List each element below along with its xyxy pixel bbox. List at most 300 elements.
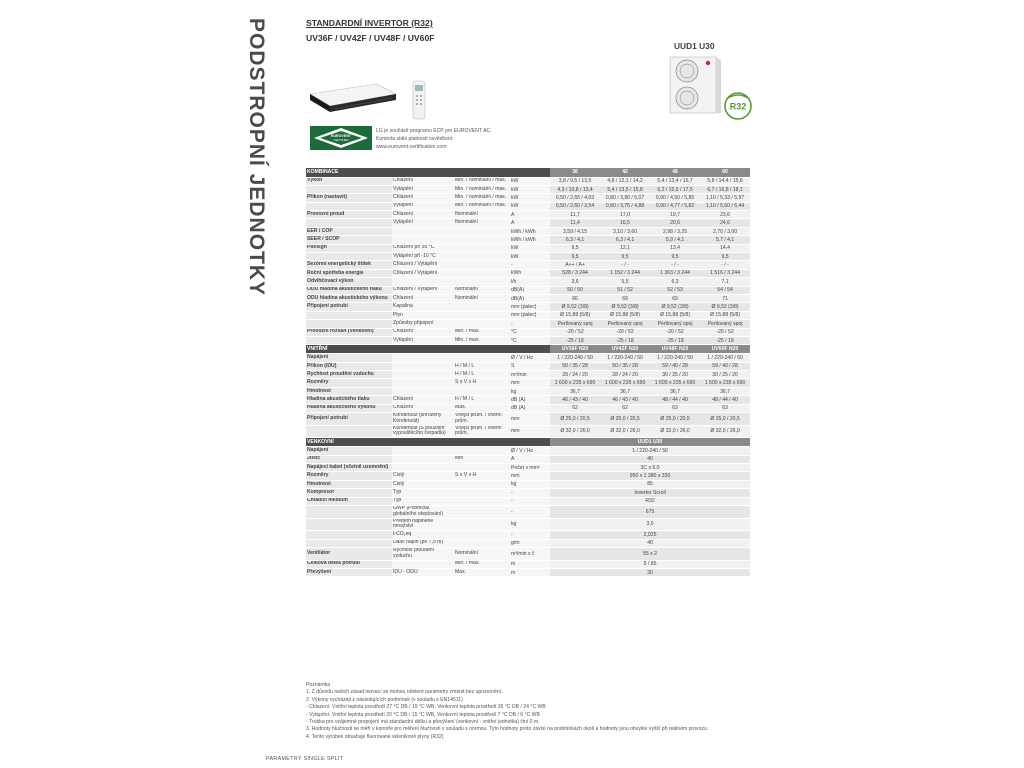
row-unit: m: [510, 560, 550, 568]
row-value: 3,10 / 3,60: [600, 227, 650, 235]
row-unit: mm (palec): [510, 311, 550, 319]
row-value: 1,10 / 5,60 / 6,44: [700, 202, 750, 210]
table-row: [306, 362, 750, 370]
row-value: 1 / 220-240 / 50: [550, 447, 750, 455]
row-value: Inverter Scroll: [550, 489, 750, 497]
row-label: [306, 219, 392, 227]
row-label: Rozměry: [306, 379, 392, 387]
row-value: -25 / 18: [600, 336, 650, 344]
row-condition: [454, 531, 510, 539]
table-row: [306, 244, 750, 252]
row-sublabel: [392, 379, 454, 387]
row-value: 12,1: [600, 244, 650, 252]
row-value: 62: [600, 404, 650, 412]
row-condition: Nominální: [454, 211, 510, 219]
row-value: 5 / 85: [550, 560, 750, 568]
row-sublabel: Vytápění: [392, 185, 454, 193]
row-sublabel: Chlazení: [392, 404, 454, 412]
row-unit: -: [510, 531, 550, 539]
row-value: 4,8 / 12,1 / 14,2: [600, 177, 650, 185]
row-unit: kg: [510, 480, 550, 488]
row-sublabel: Kondenzát (přirozený Kondenzát): [392, 413, 454, 426]
row-label: Napájení: [306, 354, 392, 362]
row-value: 9,5: [550, 244, 600, 252]
row-value: -20 / 52: [550, 328, 600, 336]
row-label: Provozní rozsah (Venkovní): [306, 328, 392, 336]
row-sublabel: Kapalina: [392, 303, 454, 311]
row-value: 36,7: [650, 387, 700, 395]
table-row: [306, 294, 750, 302]
r32-badge-text: R32: [729, 101, 747, 112]
note-line: Poznámka: [306, 682, 331, 688]
row-label: Převýšení: [306, 568, 392, 576]
section-title: VENKOVNÍ: [306, 438, 550, 447]
row-label: EER / COP: [306, 227, 392, 235]
table-row: [306, 497, 750, 505]
row-label: Jistič: [306, 455, 392, 463]
row-label: Rychlost proudění vzduchu: [306, 371, 392, 379]
row-value: 0,90 / 4,77 / 5,82: [650, 202, 700, 210]
row-value: Ø 15,88 (5/8): [650, 311, 700, 319]
row-value: 950 x 1 380 x 330: [550, 472, 750, 480]
table-row: [306, 371, 750, 379]
row-condition: H / M / L: [454, 396, 510, 404]
row-value: Ø 32,0 / 26,0: [650, 425, 700, 438]
row-label: SEER / SCOP: [306, 236, 392, 244]
row-label: Odvlhčovací výkon: [306, 278, 392, 286]
table-row: [306, 328, 750, 336]
row-value: 9,5: [550, 253, 600, 261]
row-value: 5,4 / 13,4 / 15,7: [650, 177, 700, 185]
row-unit: kWh / kWh: [510, 227, 550, 235]
row-label: Připojení potrubí: [306, 303, 392, 311]
row-value: 69: [600, 294, 650, 302]
row-sublabel: Chlazení / Vytápění: [392, 269, 454, 277]
footer: PARAMETRY SINGLE SPLIT: [266, 756, 344, 762]
row-value: Ø 15,88 (5/8): [700, 311, 750, 319]
row-value: - / -: [700, 261, 750, 269]
row-condition: [454, 227, 510, 235]
row-value: 5,5: [600, 278, 650, 286]
row-value: 0,80 / 3,75 / 4,88: [600, 202, 650, 210]
row-value: 40: [550, 539, 750, 547]
row-value: Pertlovaný spoj: [700, 320, 750, 328]
row-value: 63: [650, 404, 700, 412]
row-sublabel: [392, 387, 454, 395]
column-header: 42: [600, 168, 650, 177]
cert-line: www.eurovent-certification.com: [376, 144, 447, 150]
row-value: 3,0: [550, 518, 750, 531]
row-label: Napájecí kabel (včetně uzemnění): [306, 464, 392, 472]
row-condition: Š x V x H: [454, 379, 510, 387]
row-value: 6,3: [650, 278, 700, 286]
table-row: [306, 211, 750, 219]
table-row: [306, 354, 750, 362]
row-label: Hladina akustického tlaku: [306, 396, 392, 404]
row-label: [306, 311, 392, 319]
row-value: 1 / 220-240 / 50: [600, 354, 650, 362]
row-value: 3,8 / 9,5 / 13,5: [550, 177, 600, 185]
table-row: [306, 489, 750, 497]
row-sublabel: Vytápění: [392, 336, 454, 344]
notes: [306, 682, 756, 741]
row-value: 675: [550, 505, 750, 518]
outdoor-unit-image: [668, 55, 723, 115]
row-label: Roční spotřeba energie: [306, 269, 392, 277]
row-sublabel: [392, 455, 454, 463]
row-condition: [454, 387, 510, 395]
row-sublabel: Způsoby připojení: [392, 320, 454, 328]
row-value: 17,0: [600, 211, 650, 219]
row-condition: [454, 464, 510, 472]
row-value: 59 / 40 / 28: [650, 362, 700, 370]
row-sublabel: [392, 362, 454, 370]
row-value: 1 600 x 235 x 690: [700, 379, 750, 387]
section-header-row: [306, 168, 750, 177]
table-row: [306, 194, 750, 202]
row-value: 528 / 3 244: [550, 269, 600, 277]
row-label: [306, 320, 392, 328]
row-sublabel: [392, 447, 454, 455]
table-row: [306, 464, 750, 472]
row-value: Ø 15,88 (5/8): [600, 311, 650, 319]
row-value: 20,6: [650, 219, 700, 227]
row-value: 62: [550, 404, 600, 412]
row-value: 1 516 / 3 244: [700, 269, 750, 277]
table-row: [306, 447, 750, 455]
row-condition: Nominální: [454, 286, 510, 294]
row-value: Ø 32,0 / 26,0: [600, 425, 650, 438]
row-value: 6,2 / 15,5 / 17,5: [650, 185, 700, 193]
table-row: [306, 261, 750, 269]
row-condition: Vnější prům. / vnitřní prům.: [454, 413, 510, 426]
r32-badge: [722, 90, 754, 122]
table-row: [306, 531, 750, 539]
table-row: [306, 311, 750, 319]
row-value: 40: [550, 455, 750, 463]
row-condition: Max.: [454, 568, 510, 576]
row-unit: kWh: [510, 269, 550, 277]
table-row: [306, 202, 750, 210]
table-row: [306, 560, 750, 568]
row-unit: °C: [510, 336, 550, 344]
row-value: 85: [550, 480, 750, 488]
row-value: 4,3 / 10,8 / 13,4: [550, 185, 600, 193]
note-line: - Vytápění: Vnitřní teplota prostředí 20 °C DB / 15 °C WB, Venkovní teplota prostředí 7 °C DB / 6 °C WB: [306, 711, 540, 718]
row-unit: kW: [510, 185, 550, 193]
row-value: 2,98 / 3,25: [650, 227, 700, 235]
row-condition: [454, 244, 510, 252]
row-value: Ø 9,52 (3/8): [600, 303, 650, 311]
row-value: 48 / 44 / 40: [700, 396, 750, 404]
row-label: Celková délka potrubí: [306, 560, 392, 568]
row-sublabel: Vytápění: [392, 202, 454, 210]
note-line: - Chlazení: Vnitřní teplota prostředí 27 °C DB / 19 °C WB, Venkovní teplota prostředí 35 °C DB / 24 °C WB: [306, 704, 546, 711]
section-header-row: [306, 345, 750, 354]
row-unit: mm (palec): [510, 303, 550, 311]
row-unit: m³/min: [510, 371, 550, 379]
row-condition: [454, 269, 510, 277]
row-value: 0,50 / 2,60 / 3,54: [550, 202, 600, 210]
row-label: [306, 253, 392, 261]
column-header: 48: [650, 168, 700, 177]
row-unit: kWh / kWh: [510, 236, 550, 244]
row-unit: -: [510, 505, 550, 518]
row-condition: Min. / max.: [454, 328, 510, 336]
table-row: [306, 455, 750, 463]
table-row: [306, 286, 750, 294]
row-unit: -: [510, 497, 550, 505]
row-condition: [454, 303, 510, 311]
row-value: 2,70 / 3,00: [700, 227, 750, 235]
row-value: 0,50 / 2,65 / 4,03: [550, 194, 600, 202]
row-sublabel: Vytápění: [392, 219, 454, 227]
row-label: Příkon (IDU): [306, 362, 392, 370]
row-condition: Min. / nominální / max.: [454, 185, 510, 193]
row-label: [306, 425, 392, 438]
row-value: 9,5: [600, 253, 650, 261]
row-value: -25 / 18: [650, 336, 700, 344]
column-header: UV42F N20: [600, 345, 650, 354]
row-value: 16,5: [600, 219, 650, 227]
section-title: KOMBINACE: [306, 168, 550, 177]
row-value: 5,7 / 4,1: [700, 236, 750, 244]
row-unit: dB (A): [510, 396, 550, 404]
cert-line: Kontrola stálé platnosti osvědčení:: [376, 136, 454, 142]
row-value: Ø 25,0 / 20,5: [650, 413, 700, 426]
row-sublabel: Chlazení: [392, 177, 454, 185]
outdoor-model-label: UUD1 U30: [674, 41, 715, 51]
row-condition: [454, 311, 510, 319]
row-value: 3,6: [550, 278, 600, 286]
row-value: 69: [650, 294, 700, 302]
row-unit: g/m: [510, 539, 550, 547]
row-unit: -: [510, 489, 550, 497]
table-row: [306, 269, 750, 277]
row-unit: m³/min x č: [510, 547, 550, 560]
table-row: [306, 227, 750, 235]
row-value: 5,4 / 13,5 / 15,8: [600, 185, 650, 193]
row-condition: [454, 518, 510, 531]
row-condition: Min. / max.: [454, 336, 510, 344]
column-header: UUD1 U30: [550, 438, 750, 447]
row-condition: [454, 253, 510, 261]
row-condition: [454, 480, 510, 488]
row-sublabel: Kondenzát (S použitím vypouštěcího čerpadla): [392, 425, 454, 438]
row-unit: m: [510, 568, 550, 576]
row-condition: Min. / nominální / max.: [454, 202, 510, 210]
table-row: [306, 404, 750, 412]
row-unit: dB (A): [510, 404, 550, 412]
row-value: Ø 9,52 (3/8): [550, 303, 600, 311]
table-row: [306, 480, 750, 488]
row-value: Ø 9,52 (3/8): [650, 303, 700, 311]
row-unit: mm: [510, 472, 550, 480]
row-value: 19,7: [650, 211, 700, 219]
row-condition: Nominální: [454, 547, 510, 560]
row-label: Sezónní energetický štítek: [306, 261, 392, 269]
row-label: [306, 202, 392, 210]
row-label: Výkon: [306, 177, 392, 185]
row-sublabel: Další náplň (po 7,5 m): [392, 539, 454, 547]
row-value: 11,7: [550, 211, 600, 219]
row-unit: Ø / V / Hz: [510, 354, 550, 362]
row-sublabel: GWP (Potenciál globálního oteplování): [392, 505, 454, 518]
row-value: 23,6: [700, 211, 750, 219]
row-unit: kg: [510, 387, 550, 395]
row-value: Ø 25,0 / 20,5: [700, 413, 750, 426]
column-header: UV60F N20: [700, 345, 750, 354]
row-condition: [454, 447, 510, 455]
row-unit: A: [510, 219, 550, 227]
row-label: ODU hladina akustického výkonu: [306, 294, 392, 302]
row-sublabel: Typ: [392, 489, 454, 497]
row-sublabel: Rychlost proudění vzduchu: [392, 547, 454, 560]
svg-text:CERTIFIED: CERTIFIED: [333, 138, 349, 142]
row-sublabel: Čistý: [392, 472, 454, 480]
cert-line: LG je součástí programu ECP pro EUROVENT AC.: [376, 128, 492, 134]
row-sublabel: Chlazení při 35 °C: [392, 244, 454, 252]
row-sublabel: IDU - ODU: [392, 568, 454, 576]
row-sublabel: Čistý: [392, 480, 454, 488]
row-value: 13,4: [650, 244, 700, 252]
row-value: 36,7: [600, 387, 650, 395]
row-sublabel: Chlazení: [392, 194, 454, 202]
row-value: Ø 25,0 / 20,5: [550, 413, 600, 426]
row-sublabel: [392, 236, 454, 244]
row-value: 28 / 24 / 20: [550, 371, 600, 379]
row-label: Napájení: [306, 447, 392, 455]
row-value: Pertlovaný spoj: [550, 320, 600, 328]
row-value: 54 / 54: [700, 286, 750, 294]
row-condition: Min. / max.: [454, 560, 510, 568]
row-value: 66: [550, 294, 600, 302]
row-label: Kompresor: [306, 489, 392, 497]
table-row: [306, 505, 750, 518]
row-unit: kW: [510, 244, 550, 252]
indoor-unit-image: [306, 80, 398, 116]
note-line: 2. Výkony vycházejí z následujících podmínek (v souladu s EN14511): [306, 696, 463, 703]
row-sublabel: [392, 278, 454, 286]
column-header: 36: [550, 168, 600, 177]
row-sublabel: Chlazení: [392, 328, 454, 336]
row-unit: dB(A): [510, 294, 550, 302]
row-sublabel: Chlazení / Vytápění: [392, 286, 454, 294]
row-value: 46 / 43 / 40: [550, 396, 600, 404]
table-row: [306, 568, 750, 576]
row-value: 59 / 40 / 28: [700, 362, 750, 370]
row-value: 52 / 53: [650, 286, 700, 294]
table-row: [306, 320, 750, 328]
row-value: R32: [550, 497, 750, 505]
row-unit: kW: [510, 253, 550, 261]
row-value: -20 / 52: [700, 328, 750, 336]
row-value: 1 600 x 235 x 690: [550, 379, 600, 387]
row-value: 36,7: [700, 387, 750, 395]
row-value: 51 / 52: [600, 286, 650, 294]
row-value: 30: [550, 568, 750, 576]
row-sublabel: Chlazení: [392, 211, 454, 219]
row-value: Ø 32,0 / 26,0: [550, 425, 600, 438]
row-value: -25 / 18: [700, 336, 750, 344]
table-row: [306, 278, 750, 286]
section-header-row: [306, 438, 750, 447]
row-unit: -: [510, 261, 550, 269]
row-unit: mm: [510, 413, 550, 426]
row-value: -25 / 18: [550, 336, 600, 344]
row-sublabel: t-CO₂eq: [392, 531, 454, 539]
row-unit: kg: [510, 518, 550, 531]
row-label: [306, 531, 392, 539]
table-row: [306, 413, 750, 426]
column-header: 60: [700, 168, 750, 177]
row-unit: kW: [510, 194, 550, 202]
row-condition: Š x V x H: [454, 472, 510, 480]
row-sublabel: Plyn: [392, 311, 454, 319]
row-unit: mm: [510, 379, 550, 387]
row-sublabel: Chlazení / Vytápění: [392, 261, 454, 269]
row-sublabel: [392, 464, 454, 472]
row-unit: kW: [510, 202, 550, 210]
row-value: 71: [700, 294, 750, 302]
row-sublabel: [392, 227, 454, 235]
row-value: - / -: [600, 261, 650, 269]
row-value: 1 / 220-240 / 50: [650, 354, 700, 362]
row-sublabel: Chlazení: [392, 396, 454, 404]
row-value: 30 / 25 / 20: [650, 371, 700, 379]
note-line: 1. Z důvodu našich zásad inovací se mohou některé parametry změnit bez upozornění.: [306, 689, 503, 696]
row-value: 30 / 25 / 20: [700, 371, 750, 379]
row-unit: Š: [510, 362, 550, 370]
row-value: 63: [700, 404, 750, 412]
row-value: Pertlovaný spoj: [600, 320, 650, 328]
row-unit: mm: [510, 425, 550, 438]
row-condition: H / M / L: [454, 362, 510, 370]
table-row: [306, 336, 750, 344]
row-condition: Min. / nominální / max.: [454, 177, 510, 185]
row-condition: [454, 539, 510, 547]
row-value: Ø 32,0 / 26,0: [700, 425, 750, 438]
row-condition: [454, 497, 510, 505]
side-title: PODSTROPNÍ JEDNOTKY: [245, 18, 268, 297]
table-row: [306, 387, 750, 395]
table-row: [306, 425, 750, 438]
row-value: 50 / 35 / 28: [600, 362, 650, 370]
row-label: Ventilátor: [306, 547, 392, 560]
row-value: 0,90 / 4,50 / 5,85: [650, 194, 700, 202]
row-unit: Ø / V / Hz: [510, 447, 550, 455]
row-unit: -: [510, 320, 550, 328]
row-value: 3,59 / 4,15: [550, 227, 600, 235]
row-value: 48 / 44 / 40: [650, 396, 700, 404]
row-sublabel: Vytápění při -10 °C: [392, 253, 454, 261]
svg-text:EUROVENT: EUROVENT: [331, 134, 351, 138]
row-value: 5,8 / 14,4 / 15,6: [700, 177, 750, 185]
row-unit: l/h: [510, 278, 550, 286]
row-unit: °C: [510, 328, 550, 336]
table-row: [306, 518, 750, 531]
row-condition: [454, 261, 510, 269]
section-title: VNITŘNÍ: [306, 345, 550, 354]
row-value: Ø 15,88 (5/8): [550, 311, 600, 319]
row-value: 14,4: [700, 244, 750, 252]
table-row: [306, 472, 750, 480]
row-value: Ø 9,52 (3/8): [700, 303, 750, 311]
row-condition: [454, 278, 510, 286]
table-row: [306, 547, 750, 560]
row-value: 6,7 / 16,8 / 18,1: [700, 185, 750, 193]
row-value: Pertlovaný spoj: [650, 320, 700, 328]
